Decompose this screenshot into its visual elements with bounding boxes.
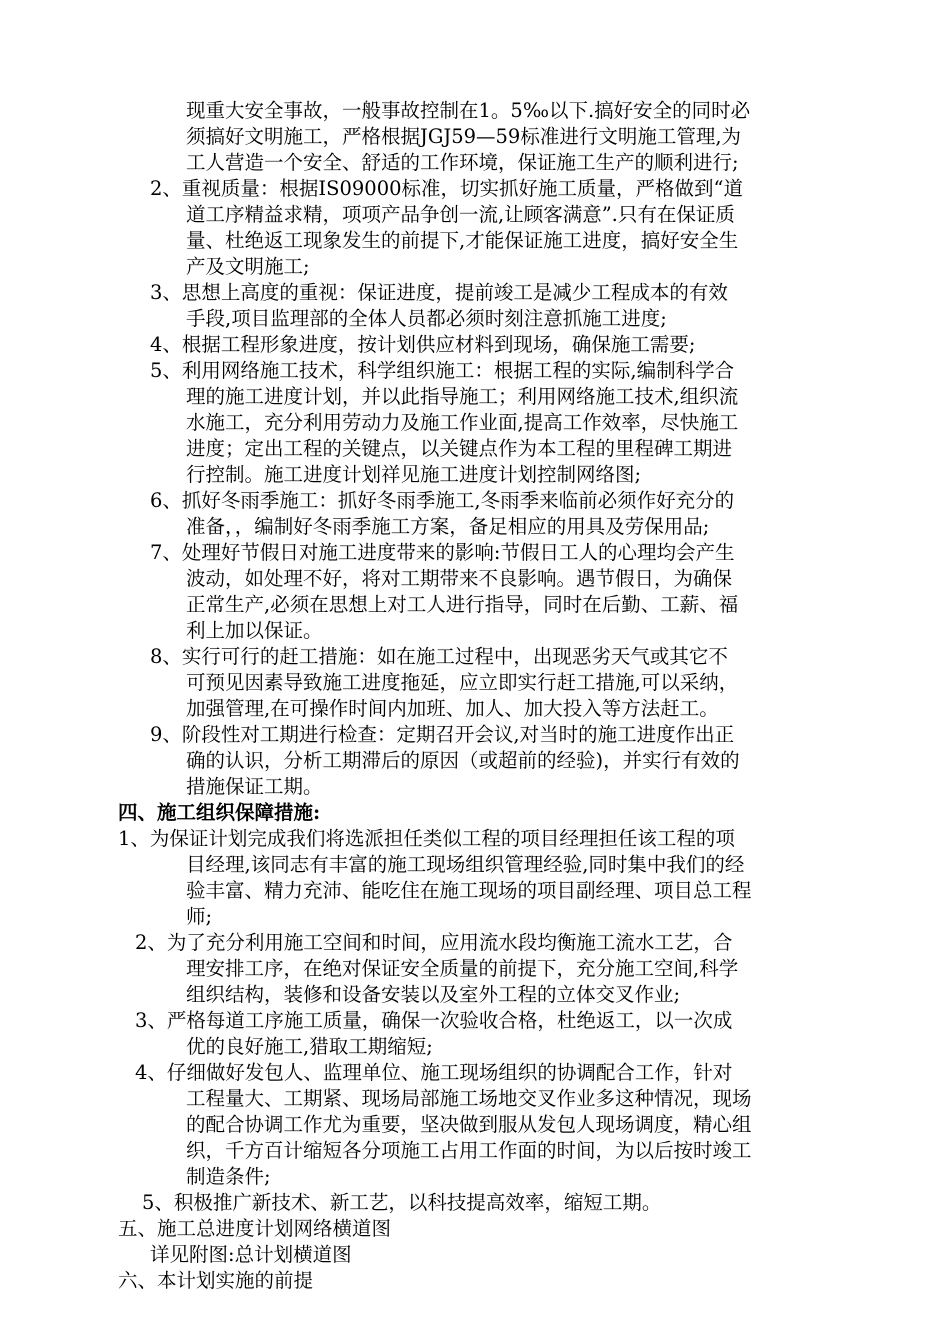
section-heading: 四、施工组织保障措施:	[118, 801, 321, 824]
text-line: 优的良好施工,猎取工期缩短;	[186, 1035, 433, 1058]
section-heading: 六、本计划实施的前提	[118, 1269, 314, 1292]
text-line: 现重大安全事故，一般事故控制在1。5‰以下.搞好安全的同时必	[186, 99, 751, 122]
text-line: 2、为了充分利用施工空间和时间，应用流水段均衡施工流水工艺，合	[135, 931, 733, 954]
text-line: 制造条件;	[186, 1165, 271, 1188]
text-line: 5、积极推广新技术、新工艺，以科技提高效率，缩短工期。	[142, 1191, 662, 1214]
text-line: 正常生产,必须在思想上对工人进行指导，同时在后勤、工薪、福	[186, 593, 739, 616]
text-line: 理的施工进度计划，并以此指导施工；利用网络施工技术,组织流	[186, 385, 739, 408]
text-line: 工程量大、工期紧、现场局部施工场地交叉作业多这种情况，现场	[186, 1087, 752, 1110]
text-line: 道工序精益求精，项项产品争创一流,让顾客满意”.只有在保证质	[186, 203, 735, 226]
text-line: 验丰富、精力充沛、能吃住在施工现场的项目副经理、项目总工程	[186, 879, 752, 902]
text-line: 理安排工序，在绝对保证安全质量的前提下，充分施工空间,科学	[186, 957, 739, 980]
text-line: 7、处理好节假日对施工进度带来的影响:节假日工人的心理均会产生	[150, 541, 735, 564]
text-line: 的配合协调工作尤为重要，坚决做到服从发包人现场调度，精心组	[186, 1113, 752, 1136]
text-line: 3、思想上高度的重视：保证进度，提前竣工是减少工程成本的有效	[150, 281, 728, 304]
text-line: 确的认识，分析工期滞后的原因（或超前的经验)，并实行有效的	[186, 749, 740, 772]
text-line: 波动，如处理不好，将对工期带来不良影响。遇节假日，为确保	[186, 567, 733, 590]
text-line: 措施保证工期。	[186, 775, 323, 798]
text-line: 详见附图:总计划横道图	[150, 1243, 352, 1266]
text-line: 1、为保证计划完成我们将选派担任类似工程的项目经理担任该工程的项	[118, 827, 735, 850]
text-line: 6、抓好冬雨季施工：抓好冬雨季施工,冬雨季来临前必须作好充分的	[150, 489, 735, 512]
text-line: 加强管理,在可操作时间内加班、加人、加大投入等方法赶工。	[186, 697, 719, 720]
text-line: 2、重视质量：根据IS09000标准，切实抓好施工质量，严格做到“道	[150, 177, 743, 200]
text-line: 织，千方百计缩短各分项施工占用工作面的时间，为以后按时竣工	[186, 1139, 752, 1162]
text-line: 产及文明施工;	[186, 255, 310, 278]
text-line: 量、杜绝返工现象发生的前提下,才能保证施工进度，搞好安全生	[186, 229, 739, 252]
text-line: 进度；定出工程的关键点，以关键点作为本工程的里程碑工期进	[186, 437, 733, 460]
text-line: 3、严格每道工序施工质量，确保一次验收合格，杜绝返工，以一次成	[135, 1009, 733, 1032]
text-line: 可预见因素导致施工进度拖延，应立即实行赶工措施,可以采纳，	[186, 671, 739, 694]
text-line: 工人营造一个安全、舒适的工作环境，保证施工生产的顺利进行;	[186, 151, 739, 174]
text-line: 行控制。施工进度计划祥见施工进度计划控制网络图;	[186, 463, 642, 486]
text-line: 利上加以保证。	[186, 619, 323, 642]
text-line: 须搞好文明施工，严格根据JGJ59—59标准进行文明施工管理,为	[186, 125, 742, 148]
text-line: 9、阶段性对工期进行检查：定期召开会议,对当时的施工进度作出正	[150, 723, 735, 746]
text-line: 手段,项目监理部的全体人员都必须时刻注意抓施工进度;	[186, 307, 667, 330]
text-line: 水施工，充分利用劳动力及施工作业面,提高工作效率，尽快施工	[186, 411, 739, 434]
text-line: 5、利用网络施工技术，科学组织施工：根据工程的实际,编制科学合	[150, 359, 735, 382]
section-heading: 五、施工总进度计划网络横道图	[118, 1217, 392, 1240]
text-line: 4、仔细做好发包人、监理单位、施工现场组织的协调配合工作，针对	[135, 1061, 733, 1084]
text-line: 8、实行可行的赶工措施：如在施工过程中，出现恶劣天气或其它不	[150, 645, 728, 668]
text-line: 组织结构，装修和设备安装以及室外工程的立体交叉作业;	[186, 983, 681, 1006]
text-line: 准备，，编制好冬雨季施工方案，备足相应的用具及劳保用品;	[186, 515, 710, 538]
text-line: 师;	[186, 905, 213, 928]
text-line: 4、根据工程形象进度，按计划供应材料到现场，确保施工需要;	[150, 333, 696, 356]
text-line: 目经理,该同志有丰富的施工现场组织管理经验,同时集中我们的经	[186, 853, 745, 876]
